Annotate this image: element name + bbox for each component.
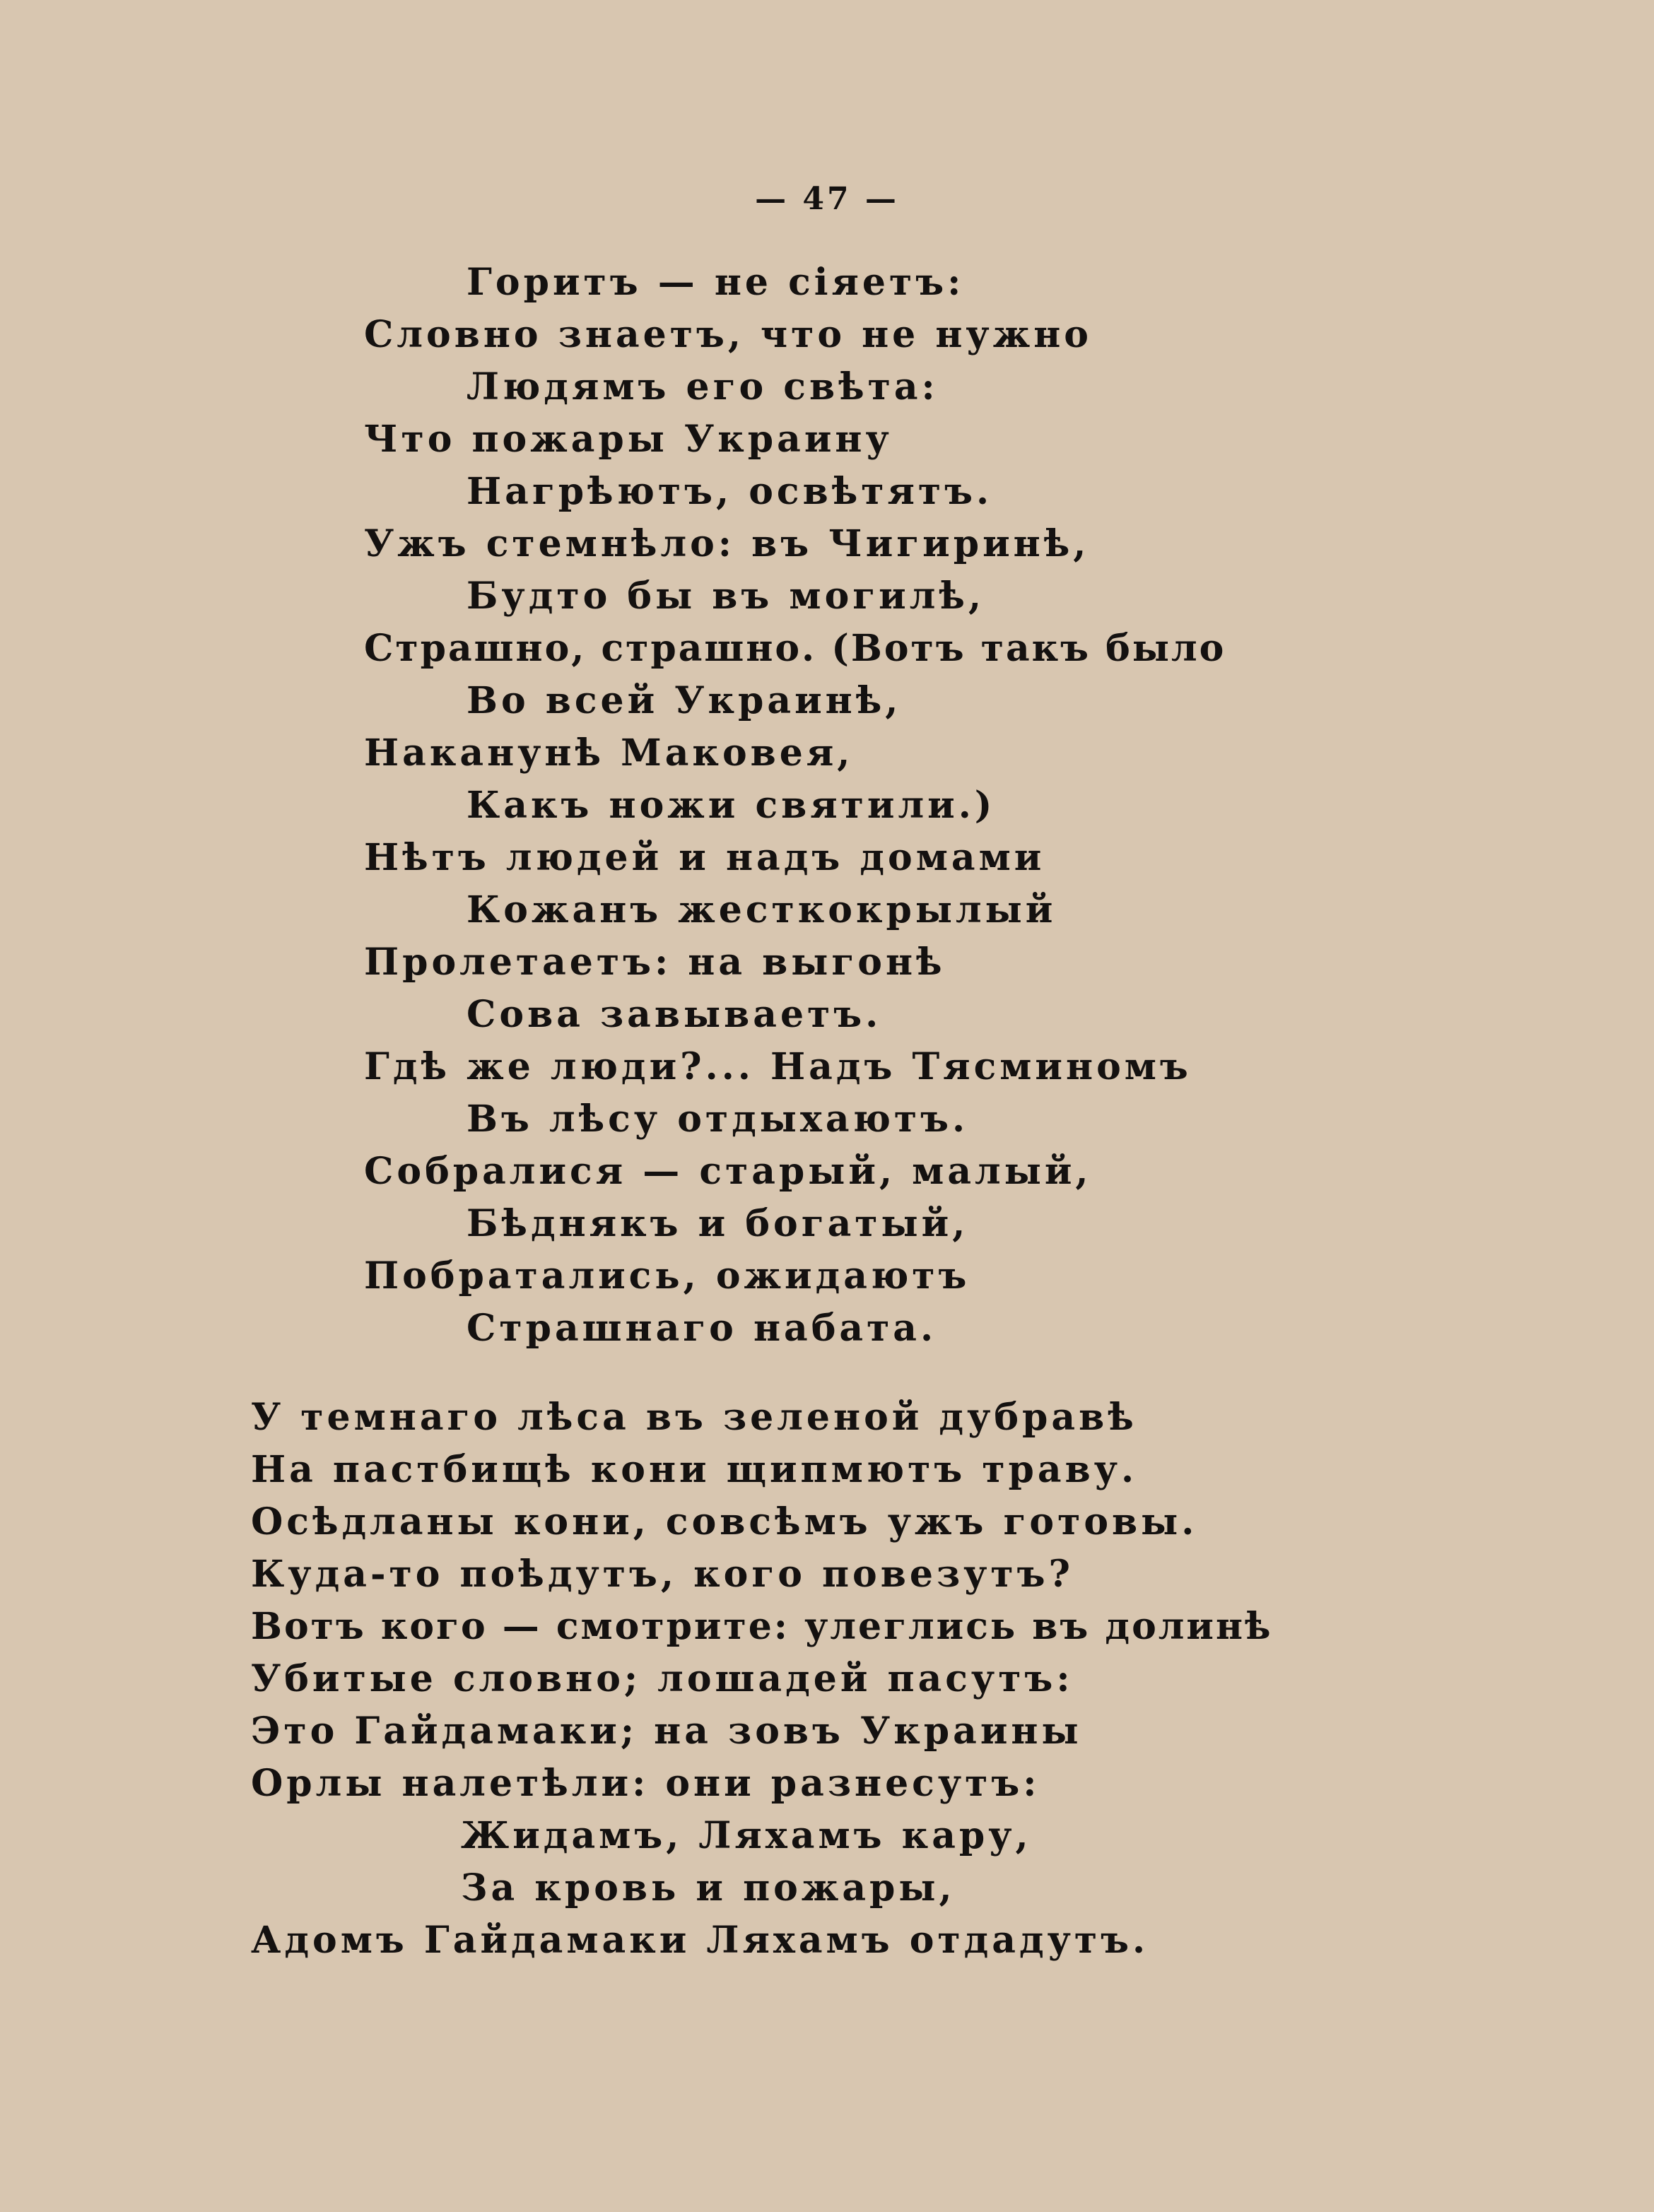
verse-line: Кожанъ жесткокрылый <box>467 888 1057 931</box>
verse-line: Собралися — старый, малый, <box>364 1150 1092 1193</box>
verse-line: Орлы налетѣли: они разнесутъ: <box>251 1762 1040 1805</box>
verse-line: Нѣтъ людей и надъ домами <box>364 836 1045 879</box>
verse-line: Ужъ стемнѣло: въ Чигиринѣ, <box>364 522 1090 565</box>
verse-line: Какъ ножи святили.) <box>467 784 996 827</box>
verse-line: Осѣдланы кони, совсѣмъ ужъ готовы. <box>251 1500 1198 1543</box>
verse-line: Словно знаетъ, что не нужно <box>364 313 1092 356</box>
verse-line: Будто бы въ могилѣ, <box>467 575 985 618</box>
verse-line: Нагрѣютъ, освѣтятъ. <box>467 470 993 513</box>
verse-line: Вотъ кого — смотрите: улеглись въ долинѣ <box>251 1605 1273 1648</box>
verse-line: Въ лѣсу отдыхаютъ. <box>467 1098 969 1141</box>
verse-line: Страшнаго набата. <box>467 1307 937 1350</box>
verse-line: Сова завываетъ. <box>467 993 882 1036</box>
page-number: — 47 — <box>755 181 899 217</box>
verse-line: Страшно, страшно. (Вотъ такъ было <box>364 627 1226 670</box>
verse-line: Во всей Украинѣ, <box>467 679 902 722</box>
verse-line: Побратались, ожидаютъ <box>364 1254 970 1298</box>
verse-line: Горитъ — не сіяетъ: <box>467 261 965 304</box>
verse-line: За кровь и пожары, <box>461 1866 956 1910</box>
verse-line: На пастбищѣ кони щипмютъ траву. <box>251 1448 1138 1491</box>
verse-line: Гдѣ же люди?... Надъ Тясминомъ <box>364 1045 1192 1088</box>
verse-line: Бѣднякъ и богатый, <box>467 1202 969 1245</box>
verse-line: Людямъ его свѣта: <box>467 365 939 408</box>
verse-line: Это Гайдамаки; на зовъ Украины <box>251 1710 1082 1753</box>
verse-line: Убитые словно; лошадей пасутъ: <box>251 1657 1074 1700</box>
verse-line: Что пожары Украину <box>364 418 893 461</box>
verse-line: Наканунѣ Маковея, <box>364 731 854 775</box>
verse-line: Жидамъ, Ляхамъ кару, <box>461 1814 1032 1857</box>
verse-line: Пролетаетъ: на выгонѣ <box>364 941 946 984</box>
verse-line: Куда-то поѣдутъ, кого повезутъ? <box>251 1553 1074 1596</box>
verse-line: У темнаго лѣса въ зеленой дубравѣ <box>251 1396 1137 1439</box>
verse-line: Адомъ Гайдамаки Ляхамъ отдадутъ. <box>251 1919 1149 1962</box>
